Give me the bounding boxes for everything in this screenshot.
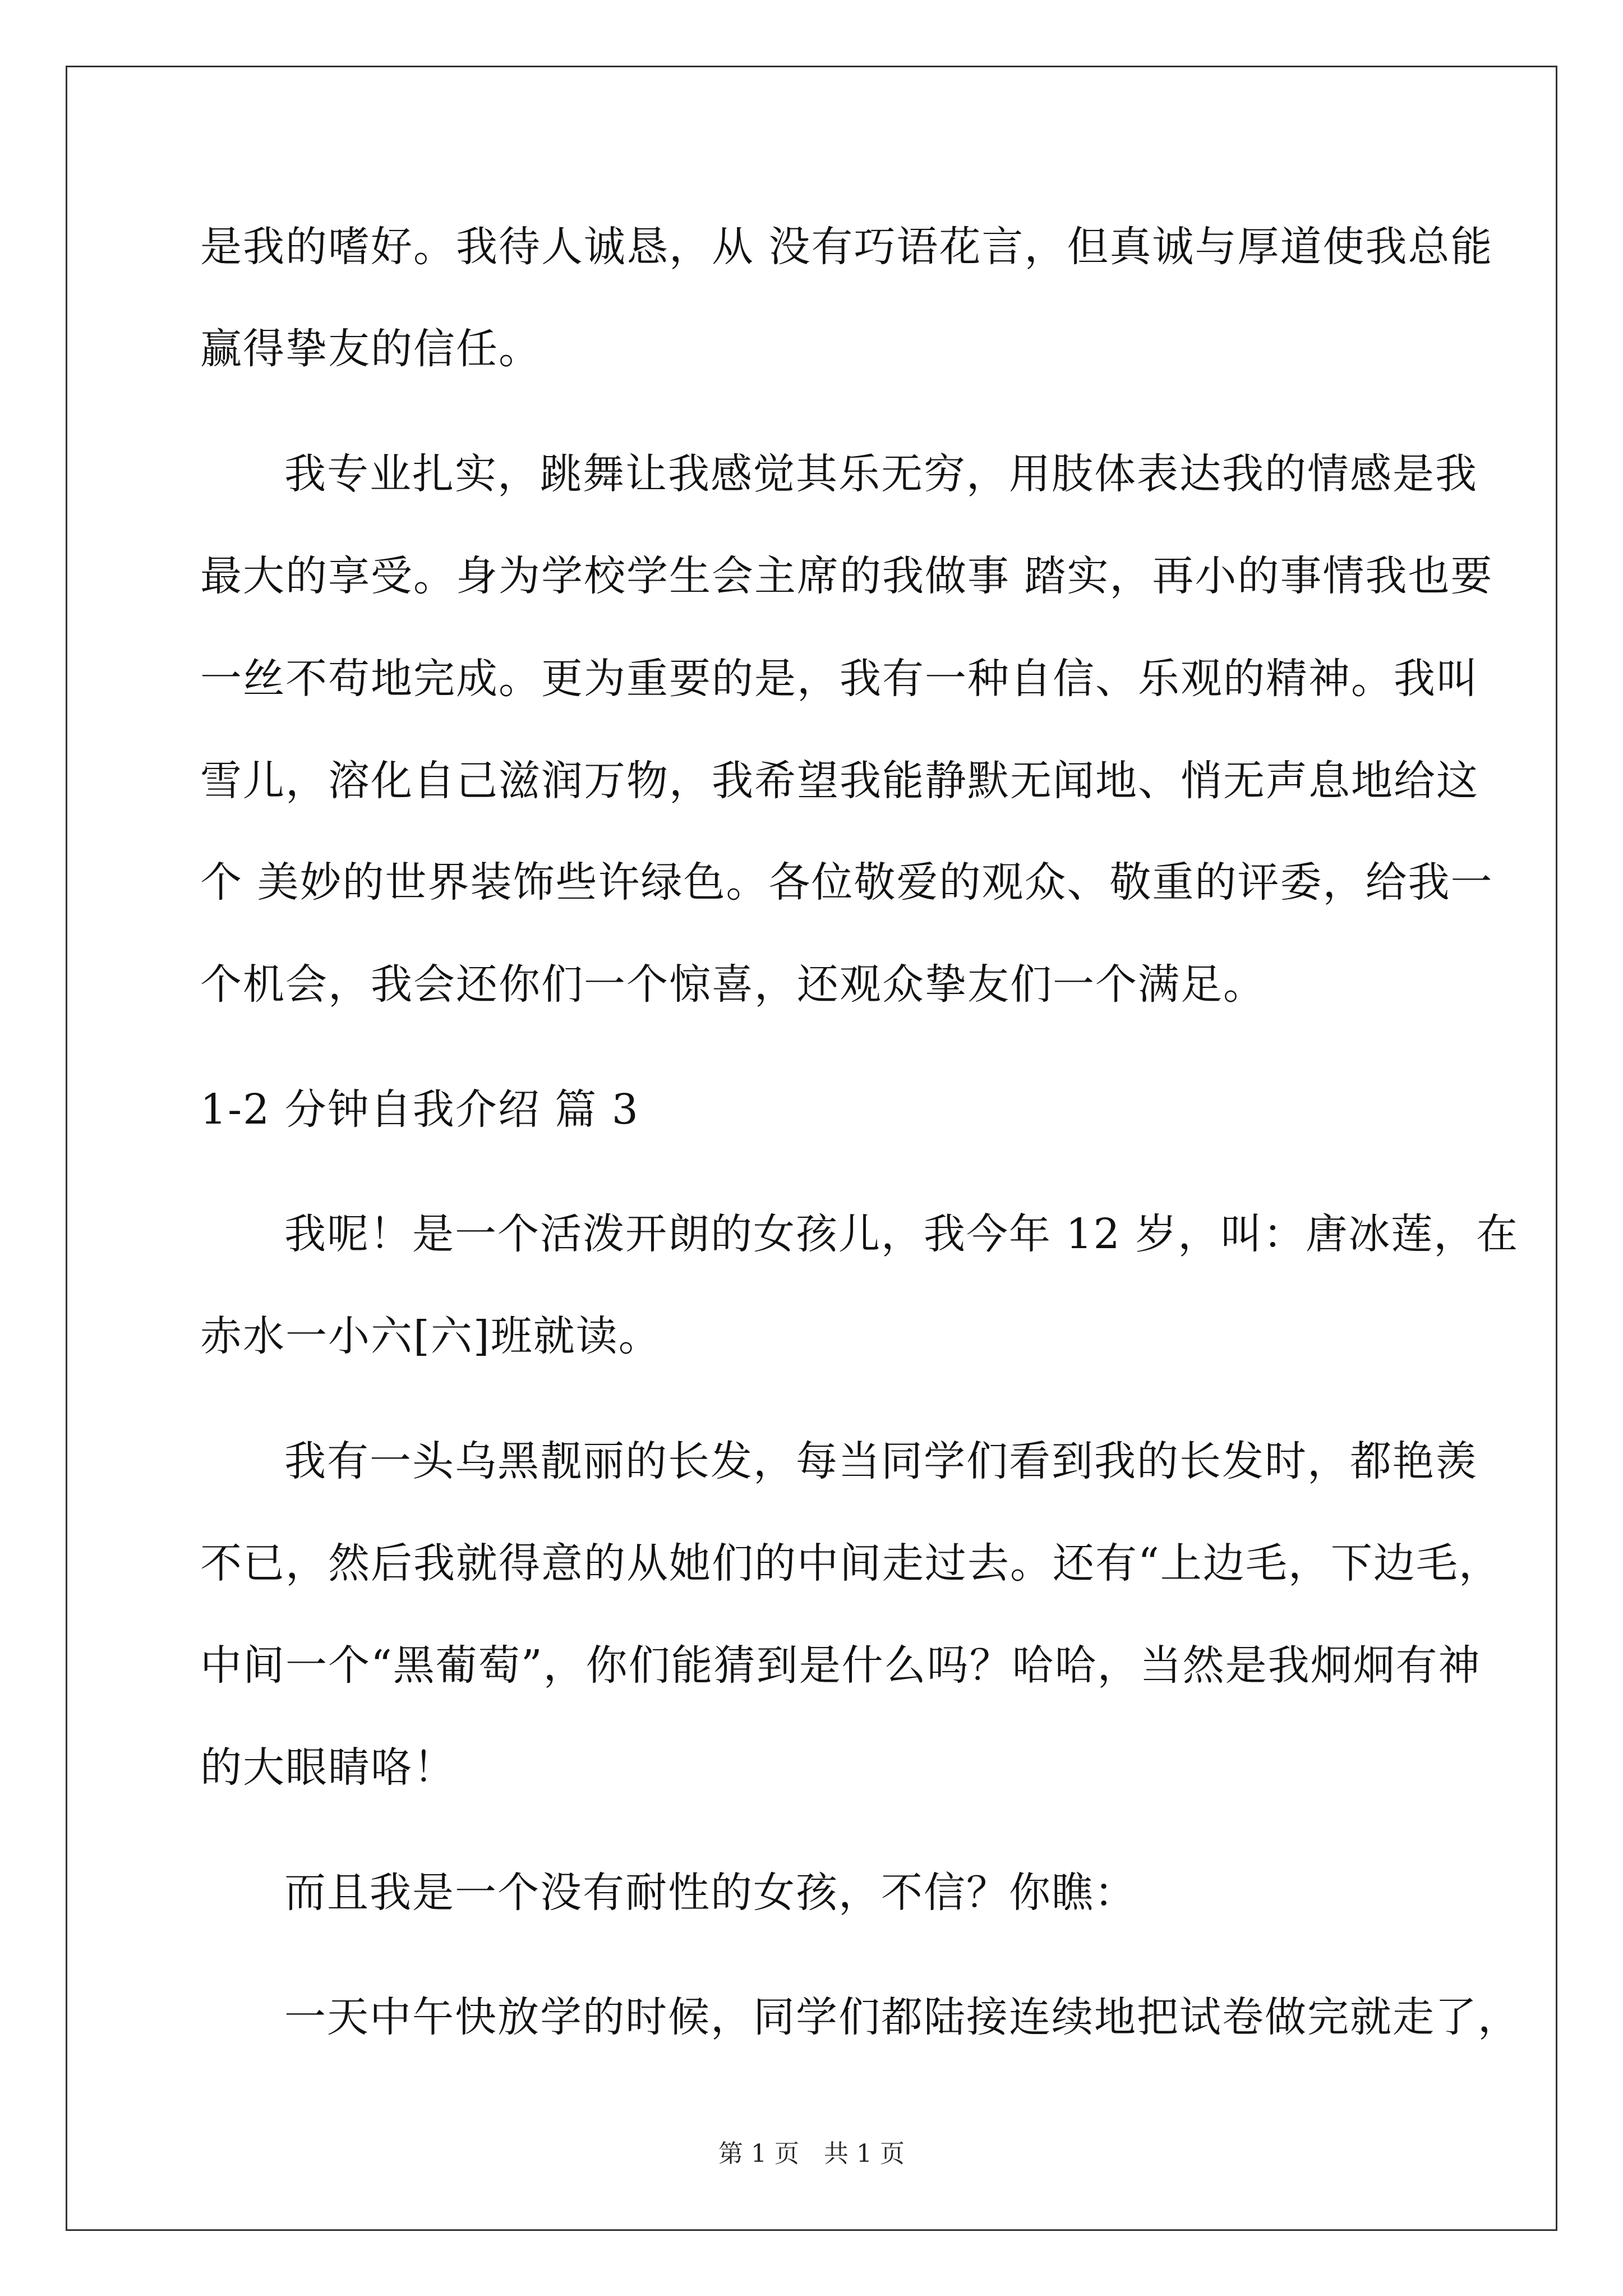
text-line: 的大眼睛咯！ bbox=[200, 1743, 456, 1792]
text-line: 最大的享受。身为学校学生会主席的我做事 踏实，再小的事情我也要 bbox=[200, 552, 1493, 600]
text-line: 中间一个“黑葡萄”，你们能猜到是什么吗？哈哈，当然是我炯炯有神 bbox=[200, 1641, 1481, 1690]
text-line: 个 美妙的世界装饰些许绿色。各位敬爱的观众、敬重的评委，给我一 bbox=[200, 858, 1493, 907]
text-line: 赢得挚友的信任。 bbox=[200, 325, 541, 373]
paragraph-line: 一天中午快放学的时候，同学们都陆接连续地把试卷做完就走了， bbox=[284, 1993, 1520, 2041]
text-line: 赤水一小六[六]班就读。 bbox=[200, 1312, 661, 1360]
page-number-footer: 第 1 页 共 1 页 bbox=[718, 2139, 905, 2168]
text-line: 雪儿，溶化自己滋润万物，我希望我能静默无闻地、悄无声息地给这 bbox=[200, 757, 1479, 805]
text-line: 一丝不苟地完成。更为重要的是，我有一种自信、乐观的精神。我叫 bbox=[200, 655, 1479, 703]
text-line: 个机会，我会还你们一个惊喜，还观众挚友们一个满足。 bbox=[200, 960, 1266, 1009]
paragraph-line: 而且我是一个没有耐性的女孩，不信？你瞧： bbox=[284, 1869, 1137, 1917]
text-line: 不已，然后我就得意的从她们的中间走过去。还有“上边毛，下边毛， bbox=[200, 1539, 1501, 1588]
text-line: 是我的嗜好。我待人诚恳，从 没有巧语花言，但真诚与厚道使我总能 bbox=[200, 223, 1493, 271]
section-heading: 1-2 分钟自我介绍 篇 3 bbox=[200, 1085, 639, 1134]
paragraph-line: 我专业扎实，跳舞让我感觉其乐无穷，用肢体表达我的情感是我 bbox=[284, 450, 1478, 498]
paragraph-line: 我呢！是一个活泼开朗的女孩儿，我今年 12 岁，叫：唐冰莲，在 bbox=[284, 1210, 1519, 1258]
paragraph-line: 我有一头乌黑靓丽的长发，每当同学们看到我的长发时，都艳羡 bbox=[284, 1437, 1478, 1485]
